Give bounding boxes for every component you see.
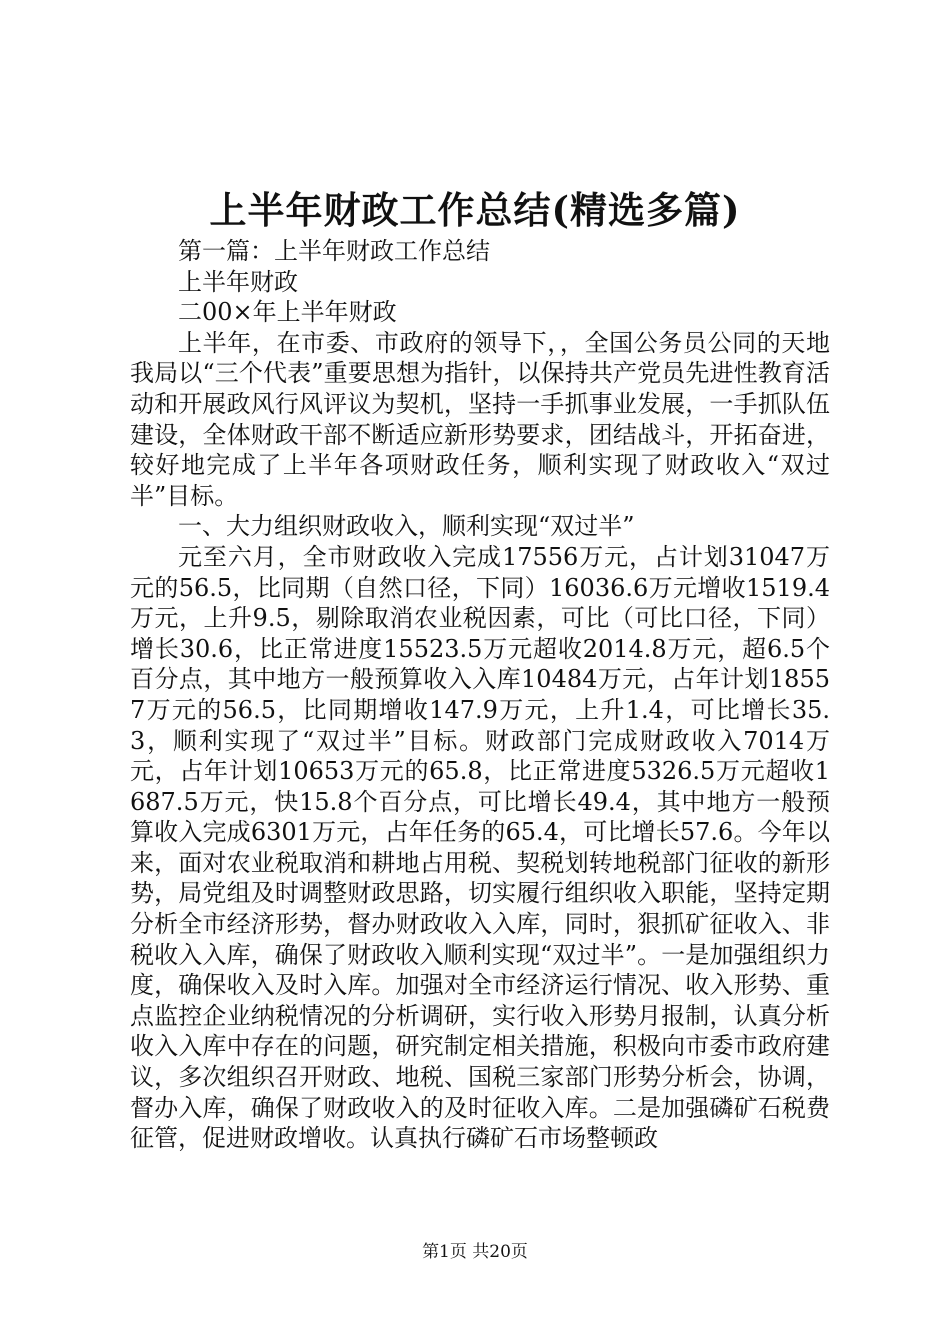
paragraph: 第一篇：上半年财政工作总结 [178,237,490,265]
document-title: 上半年财政工作总结(精选多篇) [209,188,741,232]
paragraph: 上半年，在市委、市政府的领导下，，全国公务员公同的天地我局以“三个代表”重要思想为指针，以保持共产党员先进性教育活动和开展政风行风评议为契机，坚持一手抓事业发展，一手抓队伍建设，全体财政干部不断适应新形势要求，团结战斗，开拓奋进，较好地完成了上半年各项财政任务，顺利实现了财政收入“双过半”目标。 [130,328,830,510]
document-body [130,236,830,1154]
paragraph: 二00×年上半年财政 [178,298,397,327]
paragraph: 一、大力组织财政收入，顺利实现“双过半” [178,512,635,541]
paragraph: 元至六月，全市财政收入完成17556万元，占计划31047万元的56.5，比同期（自然口径，下同）16036.6万元增收1519.4万元，上升9.5，剔除取消农业税因素，可比（可比口径，下同）增长30.6，比正常进度15523.5万元超收2014.8万元，超6.5个百分点，其中地方一般预算收入入库10484万元，占年计划18557万元的56.5，比同期增收147.9万元，上升1.4，可比增长35.3，顺利实现了“双过半”目标。财政部门完成财政收入7014万元，占年计划10653万元的65.8，比正常进度5326.5万元超收1687.5万元，快15.8个百分点，可比增长49.4，其中地方一般预算收入完成6301万元，占年任务的65.4，可比增长57.6。今年以来，面对农业税取消和耕地占用税、契税划转地税部门征收的新形势，局党组及时调整财政思路，切实履行组织收入职能，坚持定期分析全市经济形势，督办财政收入入库，同时，狠抓矿征收入、非税收入入库，确保了财政收入顺利实现“双过半”。一是加强组织力度，确保收入及时入库。加强对全市经济运行情况、收入形势、重点监控企业纳税情况的分析调研，实行收入形势月报制，认真分析收入入库中存在的问题，研究制定相关措施，积极向市委市政府建议，多次组织召开财政、地税、国税三家部门形势分析会，协调，督办入库，确保了财政收入的及时征收入库。二是加强磷矿石税费征管，促进财政增收。认真执行磷矿石市场整顿政 [130,542,830,1153]
paragraph: 上半年财政 [178,267,298,296]
page-number-footer: 第1页 共20页 [422,1242,528,1262]
